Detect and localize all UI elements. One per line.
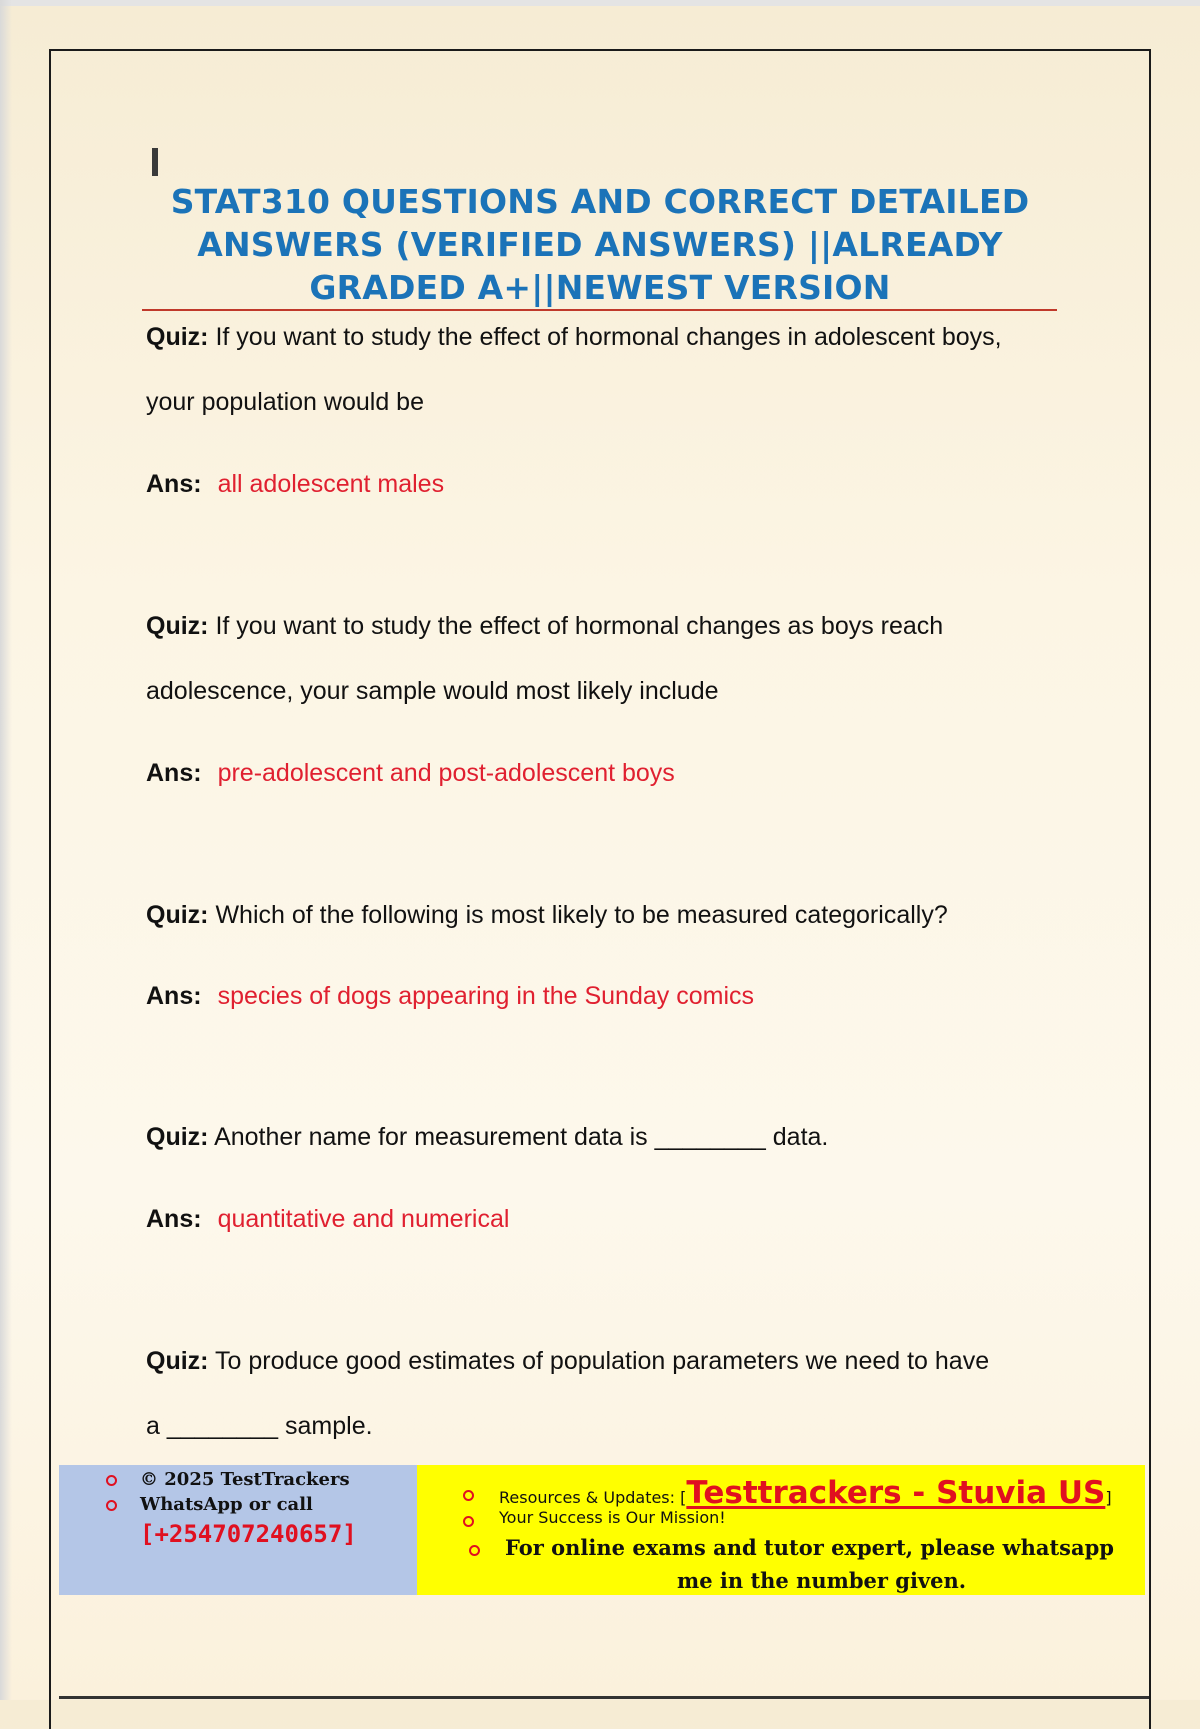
question-text: your population would be	[146, 388, 424, 416]
title-line-2: ANSWERS (VERIFIED ANSWERS) ||ALREADY	[197, 225, 1003, 264]
document-title	[140, 180, 1060, 309]
question-line	[146, 900, 1066, 930]
question-line	[146, 676, 1066, 706]
question-text: If you want to study the effect of hormonal changes as boys reach	[215, 612, 944, 640]
ans-label: Ans:	[146, 982, 202, 1010]
question-line	[146, 1122, 1066, 1152]
answer-line	[146, 469, 444, 499]
footer-resources-panel	[417, 1465, 1145, 1595]
question-line	[146, 1346, 1066, 1376]
quiz-label: Quiz:	[146, 612, 209, 640]
page-bottom-rule	[59, 1696, 1149, 1699]
viewer-top-edge	[0, 0, 1200, 6]
question-text: To produce good estimates of population parameters we need to have	[215, 1347, 990, 1375]
ans-label: Ans:	[146, 759, 202, 787]
title-line-1: STAT310 QUESTIONS AND CORRECT DETAILED	[170, 182, 1030, 221]
quiz-label: Quiz:	[146, 323, 209, 351]
ans-label: Ans:	[146, 470, 202, 498]
bullet-icon	[469, 1545, 480, 1556]
answer-text: quantitative and numerical	[217, 1205, 510, 1233]
copyright-text: © 2025 TestTrackers	[140, 1469, 350, 1490]
question-line	[146, 322, 1066, 352]
answer-text: species of dogs appearing in the Sunday comics	[217, 982, 755, 1010]
title-line-3: GRADED A+||NEWEST VERSION	[309, 268, 891, 307]
question-text: adolescence, your sample would most likely include	[146, 677, 719, 705]
qa-block-1	[146, 322, 1066, 498]
stuvia-link[interactable]: Testtrackers - Stuvia US	[686, 1475, 1106, 1511]
mission-text: Your Success is Our Mission!	[499, 1508, 726, 1527]
quiz-label: Quiz:	[146, 901, 209, 929]
title-underline	[142, 309, 1057, 311]
resources-line	[499, 1475, 1112, 1511]
phone-number[interactable]: [+254707240657]	[140, 1520, 357, 1548]
answer-line	[146, 758, 675, 788]
resources-close: ]	[1105, 1488, 1112, 1507]
answer-line	[146, 1204, 509, 1234]
qa-block-2	[146, 611, 1066, 787]
qa-block-4	[146, 1122, 1066, 1233]
whatsapp-label: WhatsApp or call	[140, 1494, 313, 1515]
bullet-icon	[106, 1475, 117, 1486]
quiz-label: Quiz:	[146, 1123, 209, 1151]
question-line	[146, 611, 1066, 641]
bullet-icon	[106, 1500, 117, 1511]
footer-contact-panel	[59, 1465, 417, 1595]
page-shadow	[0, 0, 12, 1700]
ans-label: Ans:	[146, 1205, 202, 1233]
answer-line	[146, 981, 754, 1011]
qa-block-5	[146, 1346, 1066, 1441]
question-text: Which of the following is most likely to be measured categorically?	[215, 901, 948, 929]
question-text: Another name for measurement data is ________ data.	[214, 1123, 829, 1151]
question-line	[146, 1411, 1066, 1441]
qa-block-3	[146, 900, 1066, 1010]
answer-text: pre-adolescent and post-adolescent boys	[217, 759, 675, 787]
answer-text: all adolescent males	[217, 470, 445, 498]
resources-label: Resources & Updates: [	[499, 1488, 687, 1507]
bullet-icon	[463, 1516, 474, 1527]
bullet-icon	[463, 1490, 474, 1501]
question-line	[146, 387, 1066, 417]
quiz-label: Quiz:	[146, 1347, 209, 1375]
question-text: If you want to study the effect of hormonal changes in adolescent boys,	[215, 323, 1002, 351]
tutor-line-2: me in the number given.	[677, 1568, 967, 1593]
question-text: a ________ sample.	[146, 1412, 373, 1440]
tutor-line-1: For online exams and tutor expert, please whatsapp	[505, 1535, 1114, 1560]
text-cursor-mark	[152, 148, 158, 176]
